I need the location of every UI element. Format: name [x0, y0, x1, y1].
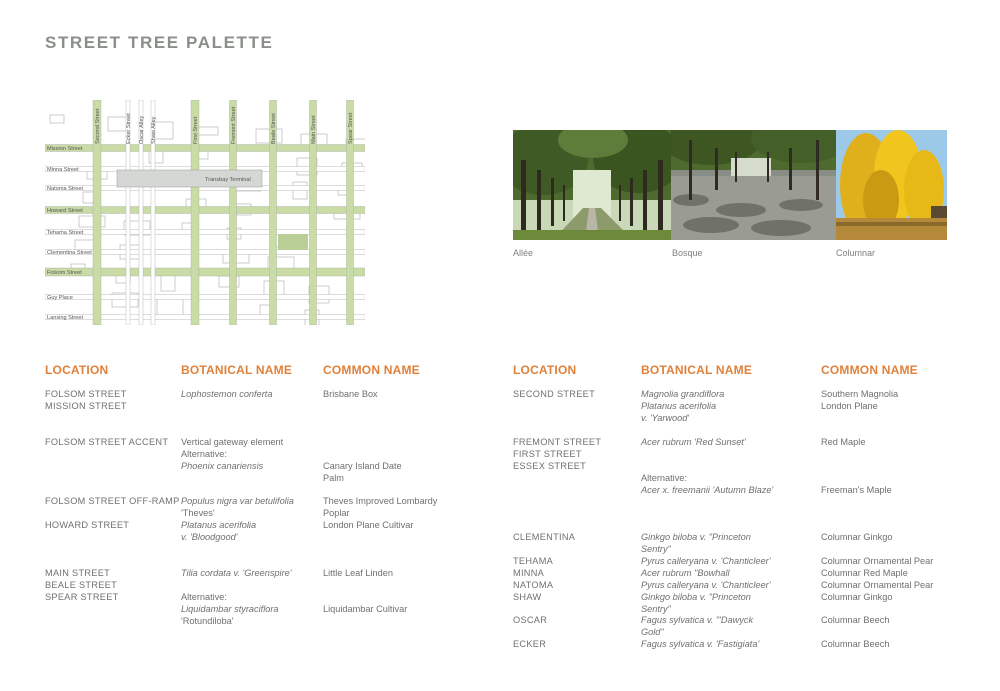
- left-location-cell-line: FOLSOM STREET OFF-RAMP: [45, 496, 180, 506]
- left-location-cell: [45, 436, 168, 448]
- right-botanical-cell: [641, 436, 773, 496]
- map-street-label: Natoma Street: [47, 186, 84, 192]
- left-common-cell-line: Canary Island Date: [323, 461, 402, 471]
- map-street-label: Folsom Street: [47, 270, 82, 276]
- photo-caption-bosque: Bosque: [672, 248, 703, 258]
- left-location-cell-line: MISSION STREET: [45, 401, 127, 411]
- allee-tree-photo: [513, 130, 671, 240]
- left-botanical-cell-line: Alternative:: [181, 449, 227, 459]
- right-common-cell-line: Columnar Ginkgo: [821, 532, 893, 542]
- right-botanical-cell: [641, 638, 759, 650]
- right-botanical-cell-line: v. 'Yarwood': [641, 413, 690, 423]
- map-park: [278, 234, 308, 250]
- right-common-cell-line: [821, 472, 892, 484]
- photo-caption-allee: Allée: [513, 248, 534, 258]
- left-common-cell-line: Little Leaf Linden: [323, 568, 393, 578]
- left-botanical-cell-line: Vertical gateway element: [181, 437, 284, 447]
- left-botanical-cell: [181, 567, 292, 627]
- left-botanical-cell: [181, 436, 283, 472]
- street-map: [45, 100, 365, 325]
- right-common-cell-line: Columnar Ornamental Pear: [821, 580, 934, 590]
- right-botanical-cell-line: Ginkgo biloba v. "Princeton: [641, 532, 751, 542]
- right-common-cell: [821, 436, 892, 496]
- right-common-cell-line: Columnar Red Maple: [821, 568, 908, 578]
- right-common-cell: [821, 531, 893, 543]
- right-common-cell-line: [821, 448, 892, 460]
- page-title: STREET TREE PALETTE: [45, 33, 274, 52]
- right-location-cell-line: FREMONT STREET: [513, 437, 602, 447]
- right-botanical-cell-line: Fagus sylvatica v. "'Dawyck: [641, 615, 754, 625]
- map-street-label: Clementina Street: [47, 250, 92, 256]
- right-location-cell: [513, 531, 575, 543]
- left-location-cell-line: SPEAR STREET: [45, 592, 119, 602]
- map-terminal-label: Transbay Terminal: [205, 177, 251, 183]
- left-location-cell-line: FOLSOM STREET: [45, 389, 127, 399]
- left-botanical-cell-line: Phoenix canariensis: [181, 461, 264, 471]
- right-common-cell: [821, 638, 889, 650]
- left-location-cell: [45, 388, 127, 412]
- map-street-label-vertical: Oscar Alley: [139, 115, 145, 144]
- left-common-cell-line: [323, 591, 407, 603]
- left-location-cell: [45, 519, 129, 531]
- right-location-cell: [513, 555, 553, 603]
- left-botanical-cell: [181, 519, 256, 543]
- right-common-cell-line: Southern Magnolia: [821, 389, 899, 399]
- map-street-label-vertical: Fremont Street: [231, 106, 237, 144]
- right-location-cell-line: FIRST STREET: [513, 449, 582, 459]
- left-location-cell: [45, 567, 119, 603]
- right-botanical-cell-line: Ginkgo biloba v. "Princeton: [641, 592, 751, 602]
- right-common-cell-line: Freeman's Maple: [821, 485, 892, 495]
- right-common-cell-line: Columnar Ornamental Pear: [821, 556, 934, 566]
- right-botanical-cell-line: Sentry": [641, 544, 671, 554]
- right-botanical-cell-line: Pyrus calleryana v. 'Chanticleer': [641, 580, 771, 590]
- right-botanical-cell: [641, 531, 751, 555]
- right-botanical-cell-line: Fagus sylvatica v. 'Fastigiata': [641, 639, 760, 649]
- map-street-label-vertical: Spear Street: [348, 112, 354, 144]
- right-location-cell: [513, 638, 546, 650]
- right-botanical-cell-line: Sentry": [641, 604, 671, 614]
- left-botanical-cell-line: Tilia cordata v. 'Greenspire': [181, 568, 292, 578]
- right-location-cell-line: OSCAR: [513, 615, 548, 625]
- left-common-cell-line: Liquidambar Cultivar: [323, 604, 408, 614]
- right-botanical-cell-line: Gold": [641, 627, 664, 637]
- right-common-cell: [821, 388, 898, 412]
- left-common-cell-line: [323, 579, 407, 591]
- right-location-header: LOCATION: [513, 363, 577, 377]
- right-common-cell-line: Columnar Beech: [821, 615, 890, 625]
- left-common-cell: [323, 495, 437, 519]
- map-street-label: Lansing Street: [47, 315, 84, 321]
- right-common-cell: [821, 555, 933, 603]
- right-common-header: COMMON NAME: [821, 363, 918, 377]
- right-location-cell-line: SHAW: [513, 592, 542, 602]
- right-botanical-cell-line: Acer x. freemanii 'Autumn Blaze': [641, 485, 774, 495]
- right-location-cell-line: SECOND STREET: [513, 389, 596, 399]
- street-map-drawing: [45, 100, 365, 325]
- left-location-cell-line: HOWARD STREET: [45, 520, 130, 530]
- left-botanical-cell-line: [181, 579, 292, 591]
- left-botanical-cell-line: Platanus acerifolia: [181, 520, 257, 530]
- map-street-label: Tehama Street: [47, 230, 84, 236]
- map-street-label: Mission Street: [47, 146, 83, 152]
- left-botanical-cell-line: Liquidambar styraciflora: [181, 604, 279, 614]
- right-location-cell-line: MINNA: [513, 568, 545, 578]
- right-common-cell-line: Red Maple: [821, 437, 866, 447]
- left-common-cell: [323, 567, 407, 615]
- right-location-cell: [513, 436, 601, 472]
- left-common-cell-line: Poplar: [323, 508, 350, 518]
- left-botanical-cell-line: 'Rotundiloba': [181, 616, 234, 626]
- left-location-cell-line: MAIN STREET: [45, 568, 111, 578]
- left-botanical-cell-line: v. 'Bloodgood': [181, 532, 238, 542]
- map-street-label: Minna Street: [47, 167, 79, 173]
- left-botanical-header: BOTANICAL NAME: [181, 363, 293, 377]
- left-botanical-cell-line: Lophostemon conferta: [181, 389, 273, 399]
- left-common-cell: [323, 436, 402, 484]
- map-street-label-vertical: Ecker Street: [126, 113, 132, 144]
- left-location-cell-line: FOLSOM STREET ACCENT: [45, 437, 169, 447]
- right-common-cell: [821, 614, 889, 626]
- right-common-cell-line: [821, 460, 892, 472]
- left-common-cell: [323, 519, 413, 531]
- left-location-cell: [45, 495, 180, 507]
- left-common-cell-line: London Plane Cultivar: [323, 520, 414, 530]
- left-common-cell-line: Palm: [323, 473, 344, 483]
- right-location-cell: [513, 388, 595, 400]
- right-location-cell-line: ESSEX STREET: [513, 461, 587, 471]
- map-street-label: Howard Street: [47, 208, 83, 214]
- left-botanical-cell-line: Alternative:: [181, 592, 227, 602]
- columnar-tree-photo: [836, 130, 947, 240]
- right-botanical-cell-line: Acer rubrum "Bowhall: [641, 568, 730, 578]
- bosque-tree-photo: [671, 130, 836, 240]
- map-street-label-vertical: Shaw Alley: [151, 116, 157, 144]
- right-botanical-header: BOTANICAL NAME: [641, 363, 753, 377]
- left-botanical-cell: [181, 388, 272, 400]
- left-botanical-cell: [181, 495, 294, 519]
- right-botanical-cell-line: Magnolia grandiflora: [641, 389, 725, 399]
- left-common-cell-line: [323, 436, 402, 448]
- right-botanical-cell-line: Platanus acerifolia: [641, 401, 717, 411]
- right-botanical-cell-line: Acer rubrum 'Red Sunset': [641, 437, 746, 447]
- map-street-label-vertical: Second Street: [95, 108, 101, 144]
- left-common-cell-line: Brisbane Box: [323, 389, 378, 399]
- right-botanical-cell: [641, 555, 770, 615]
- right-common-cell-line: Columnar Beech: [821, 639, 890, 649]
- left-common-cell-line: Theves Improved Lombardy: [323, 496, 438, 506]
- left-common-header: COMMON NAME: [323, 363, 420, 377]
- right-location-cell-line: NATOMA: [513, 580, 554, 590]
- right-botanical-cell-line: Pyrus calleryana v. 'Chanticleer': [641, 556, 771, 566]
- right-botanical-cell-line: [641, 448, 773, 460]
- right-botanical-cell: [641, 614, 753, 638]
- left-location-cell-line: BEALE STREET: [45, 580, 118, 590]
- left-common-cell: [323, 388, 378, 400]
- left-location-header: LOCATION: [45, 363, 109, 377]
- photo-caption-columnar: Columnar: [836, 248, 876, 258]
- map-street-label-vertical: First Street: [193, 116, 199, 144]
- map-street-label-vertical: Main Street: [311, 115, 317, 144]
- right-common-cell-line: Columnar Ginkgo: [821, 592, 893, 602]
- right-common-cell-line: London Plane: [821, 401, 878, 411]
- map-street-label-vertical: Beale Street: [271, 113, 277, 144]
- right-location-cell-line: CLEMENTINA: [513, 532, 576, 542]
- right-location-cell-line: ECKER: [513, 639, 547, 649]
- left-botanical-cell-line: 'Theves': [181, 508, 215, 518]
- left-botanical-cell-line: Populus nigra var betulifolia: [181, 496, 294, 506]
- left-common-cell-line: [323, 448, 402, 460]
- right-botanical-cell: [641, 388, 724, 424]
- right-location-cell: [513, 614, 547, 626]
- map-street-label: Guy Place: [47, 295, 73, 301]
- right-botanical-cell-line: [641, 460, 773, 472]
- right-location-cell-line: TEHAMA: [513, 556, 554, 566]
- right-botanical-cell-line: Alternative:: [641, 473, 687, 483]
